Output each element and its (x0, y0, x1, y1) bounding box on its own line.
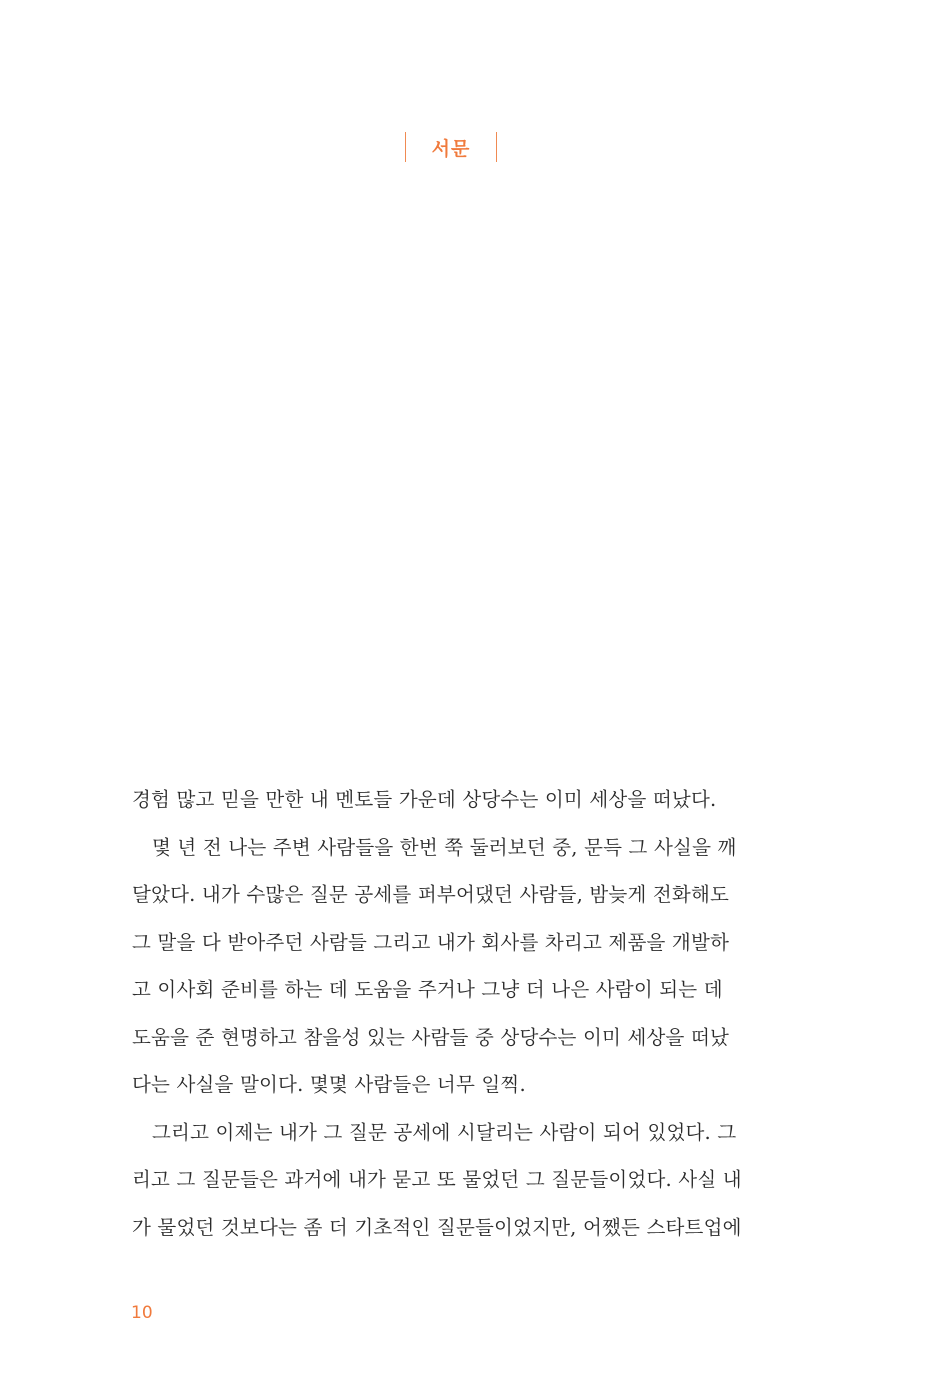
body-line: 가 물었던 것보다는 좀 더 기초적인 질문들이었지만, 어쨌든 스타트업에 (132, 1215, 742, 1239)
body-line: 달았다. 내가 수많은 질문 공세를 퍼부어댔던 사람들, 밤늦게 전화해도 (132, 883, 730, 906)
body-text (132, 782, 772, 1257)
header-right-rule (496, 132, 497, 162)
body-line: 리고 그 질문들은 과거에 내가 묻고 또 물었던 그 질문들이었다. 사실 내 (132, 1168, 742, 1191)
chapter-header (405, 132, 497, 162)
chapter-title: 서문 (431, 137, 471, 160)
body-line: 몇 년 전 나는 주변 사람들을 한번 쭉 둘러보던 중, 문득 그 사실을 깨 (152, 835, 737, 859)
body-line: 도움을 준 현명하고 참을성 있는 사람들 중 상당수는 이미 세상을 떠났 (132, 1025, 730, 1049)
body-line: 그 말을 다 받아주던 사람들 그리고 내가 회사를 차리고 제품을 개발하 (132, 930, 730, 954)
body-line: 고 이사회 준비를 하는 데 도움을 주거나 그냥 더 나은 사람이 되는 데 (132, 978, 723, 1001)
header-left-rule (405, 132, 406, 162)
body-line: 경험 많고 믿을 만한 내 멘토들 가운데 상당수는 이미 세상을 떠났다. (132, 788, 717, 811)
body-line: 다는 사실을 말이다. 몇몇 사람들은 너무 일찍. (132, 1073, 526, 1096)
body-line: 그리고 이제는 내가 그 질문 공세에 시달리는 사람이 되어 있었다. 그 (152, 1120, 737, 1144)
page-number: 10 (131, 1303, 153, 1323)
